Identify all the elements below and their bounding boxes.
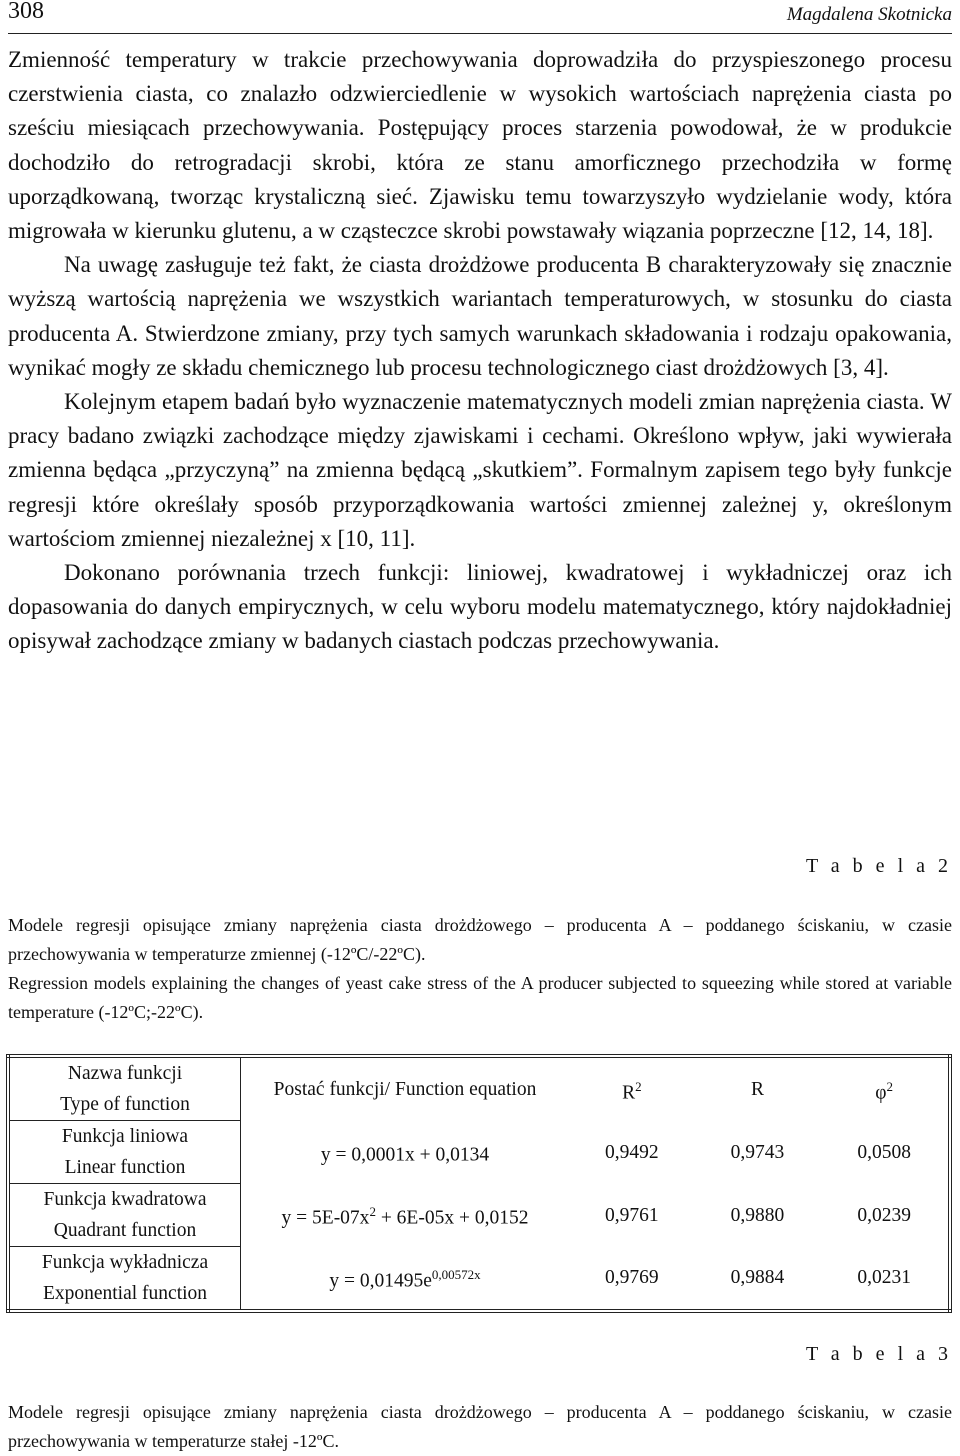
header-phi-squared: $\varphi^2$	[875, 1078, 894, 1103]
table-row	[8, 1184, 950, 1247]
page-header	[8, 0, 952, 34]
function-name: Funkcja liniowa Linear function	[8, 1121, 241, 1184]
phi-squared-value: 0,0508	[857, 1141, 911, 1163]
table-3-caption	[8, 1398, 952, 1456]
r-squared-value: 0,9761	[605, 1204, 659, 1226]
function-name: Funkcja wykładnicza Exponential function	[8, 1247, 241, 1312]
header-function-name	[8, 1056, 241, 1121]
table-header-row	[8, 1056, 950, 1121]
header-name-en: Type of function	[60, 1094, 190, 1115]
phi-squared-value: 0,0231	[857, 1267, 911, 1289]
table-row	[8, 1121, 950, 1184]
caption-english: Regression models explaining the changes of yeast cake stress of the A producer subjected to squeezing while stored at variable temperature (-12ºC;-22ºC).	[8, 973, 952, 1022]
function-name: Funkcja kwadratowa Quadrant function	[8, 1184, 241, 1247]
r-squared-value: 0,9492	[605, 1141, 659, 1163]
running-head-author: Magdalena Skotnicka	[786, 4, 952, 25]
table-2-label: T a b e l a 2	[805, 855, 952, 877]
header-r: R	[750, 1078, 764, 1100]
header-equation: Postać funkcji/ Function equation	[273, 1078, 537, 1100]
r-squared-value: 0,9769	[605, 1267, 659, 1289]
paragraph: Zmienność temperatury w trakcie przechowywania doprowadziła do przyspieszonego procesu czerstwienia ciasta, co znalazło odzwierciedlenie w wysokich wartościach naprężenia ciasta po sześciu miesiącach przechowywania. Postępujący proces starzenia powodował, że w produkcie dochodziło do retrogradacji skrobi, która ze stanu amorficznego przechodziła w formę uporządkowaną, tworząc krystaliczną sieć. Zjawisku temu towarzyszyło wydzielanie wody, która migrowała w kierunku glutenu, a w cząsteczce skrobi powstawały wiązania poprzeczne [12, 14, 18].	[8, 47, 952, 244]
function-equation: y = 0,0001x + 0,0134	[320, 1144, 490, 1166]
r-value: 0,9884	[730, 1267, 785, 1289]
regression-table	[6, 1054, 952, 1313]
table-row	[8, 1247, 950, 1312]
table-2-caption	[8, 911, 952, 1027]
function-equation: $y = 5E-07x^2 + 6E-05x + 0,0152$	[281, 1204, 529, 1229]
caption-polish: Modele regresji opisujące zmiany naprężenia ciasta drożdżowego – producenta A – poddanego ściskaniu, w czasie przechowywania w temperaturze stałej -12ºC.	[8, 1402, 952, 1451]
r-value: 0,9743	[730, 1141, 785, 1163]
function-equation: $y = 0,01495e^{0,00572x}$	[329, 1267, 481, 1292]
table-3-label: T a b e l a 3	[805, 1343, 952, 1365]
paragraph: Na uwagę zasługuje też fakt, że ciasta drożdżowe producenta B charakteryzowały się znacznie wyższą wartością naprężenia we wszystkich wariantach temperaturowych, w stosunku do ciasta producenta A. Stwierdzone zmiany, przy tych samych warunkach składowania i rodzaju opakowania, wynikać mogły ze składu chemicznego lub procesu technologicznego ciast drożdżowych [3, 4].	[8, 252, 952, 380]
body-text	[8, 43, 952, 659]
paragraph: Dokonano porównania trzech funkcji: liniowej, kwadratowej i wykładniczej oraz ich dopasowania do danych empirycznych, w celu wyboru modelu matematycznego, który najdokładniej opisywał zachodzące zmiany w badanych ciastach podczas przechowywania.	[8, 560, 952, 654]
header-r-squared: $R^2$	[622, 1078, 642, 1103]
page-number: 308	[8, 0, 44, 24]
r-value: 0,9880	[730, 1204, 785, 1226]
caption-polish: Modele regresji opisujące zmiany naprężenia ciasta drożdżowego – producenta A – poddanego ściskaniu, w czasie przechowywania w temperaturze zmiennej (-12ºC/-22ºC).	[8, 915, 952, 964]
phi-squared-value: 0,0239	[857, 1204, 911, 1226]
header-name-pl: Nazwa funkcji	[67, 1063, 183, 1084]
paragraph: Kolejnym etapem badań było wyznaczenie matematycznych modeli zmian naprężenia ciasta. W pracy badano związki zachodzące między zjawiskami i cechami. Określono wpływ, jaki wywierała zmienna będąca „przyczyną” na zmienna będącą „skutkiem”. Formalnym zapisem tego były funkcje regresji które określały sposób przyporządkowania wartości zmiennej zależnej y, określonym wartościom zmiennej niezależnej x [10, 11].	[8, 389, 952, 551]
